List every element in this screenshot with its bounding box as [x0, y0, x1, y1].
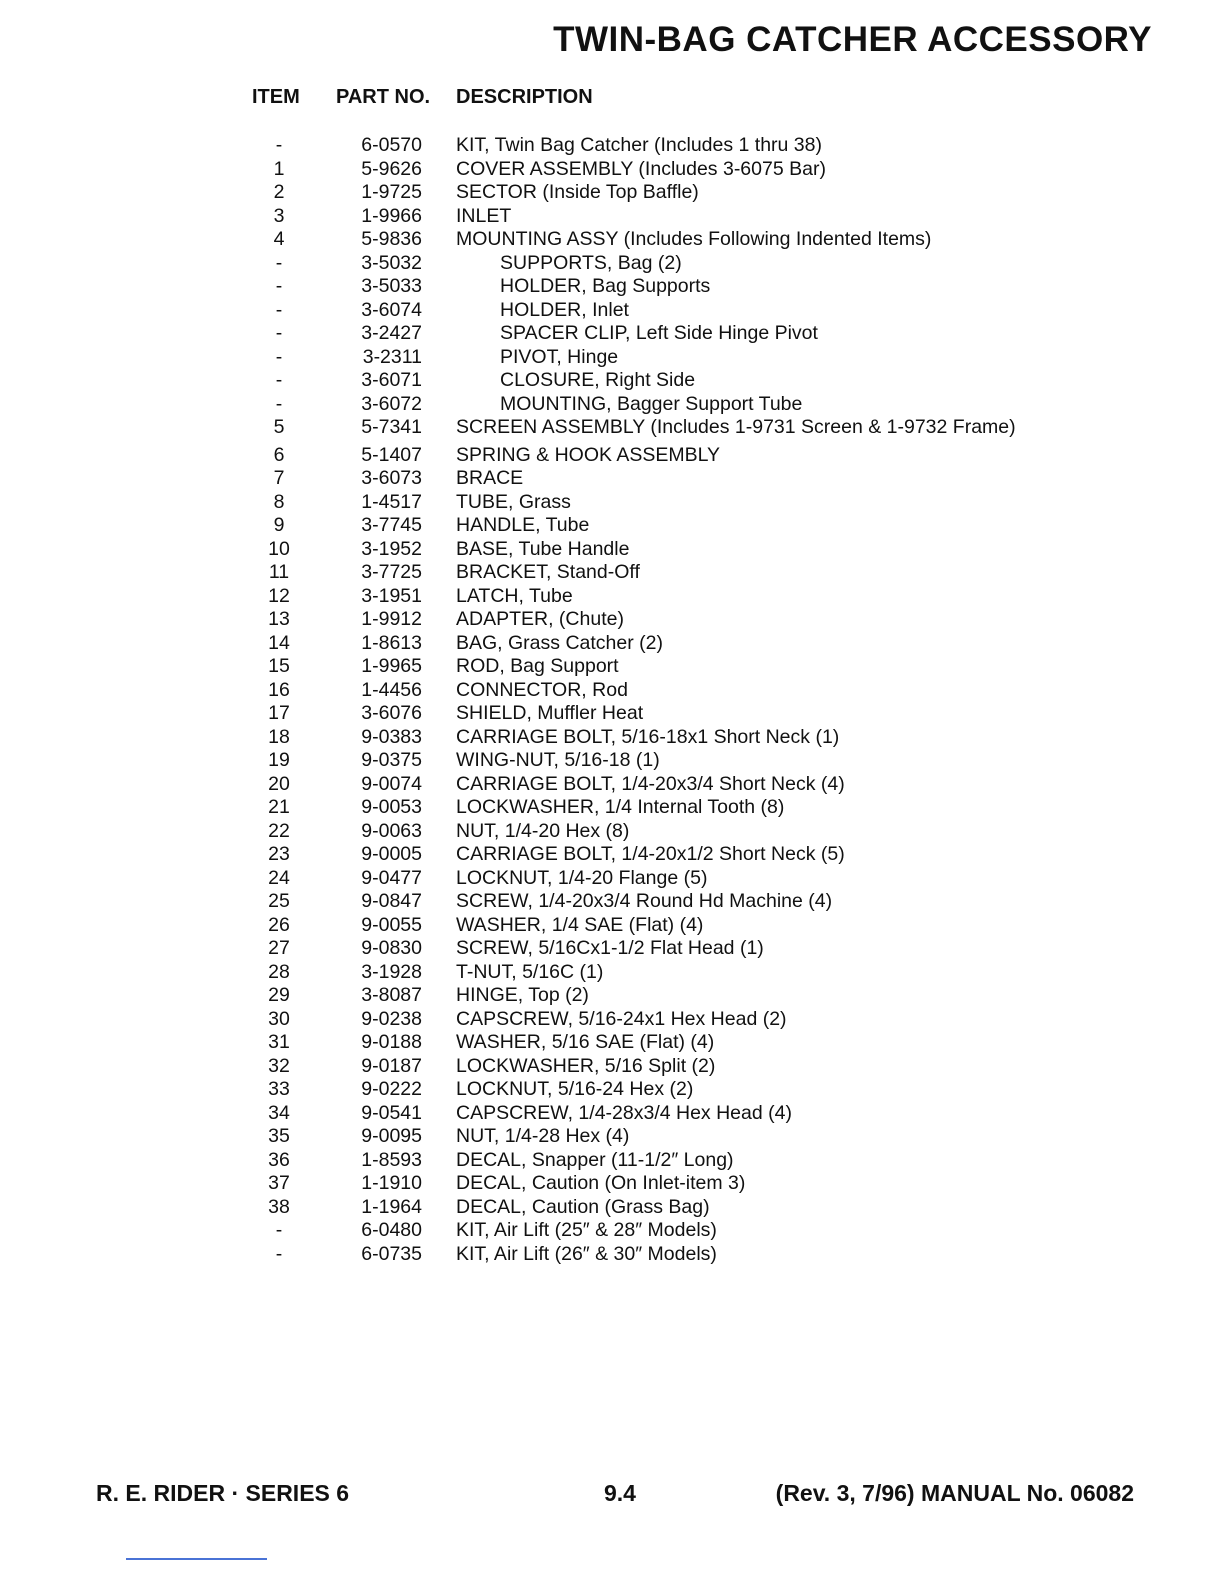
part-number: 6-0480	[361, 1219, 422, 1241]
item-number: 31	[268, 1031, 290, 1053]
part-number: 5-9626	[361, 157, 422, 180]
part-number: 3-2427	[361, 322, 422, 344]
part-description: BRACKET, Stand-Off	[456, 561, 640, 583]
table-row	[0, 773, 1224, 797]
part-description: ADAPTER, (Chute)	[456, 608, 624, 630]
item-number: -	[275, 1219, 283, 1241]
item-number: 1	[273, 157, 285, 180]
table-row	[0, 158, 1224, 182]
table-row	[0, 491, 1224, 515]
part-number: 9-0063	[361, 819, 422, 842]
table-row	[0, 608, 1224, 632]
table-row	[0, 416, 1224, 440]
column-header-part-no: PART NO.	[336, 86, 431, 108]
part-description: DECAL, Snapper (11-1/2″ Long)	[456, 1148, 734, 1171]
part-description: COVER ASSEMBLY (Includes 3-6075 Bar)	[456, 157, 826, 180]
part-description: DECAL, Caution (On Inlet-item 3)	[456, 1172, 746, 1194]
item-number: 20	[268, 772, 290, 795]
item-number: 11	[268, 561, 290, 583]
part-number: 3-5032	[361, 251, 422, 274]
item-number: 19	[268, 749, 290, 771]
part-description: INLET	[456, 204, 512, 227]
item-number: -	[275, 251, 283, 274]
item-number: 23	[268, 843, 290, 865]
part-description: LOCKWASHER, 5/16 Split (2)	[456, 1054, 716, 1077]
part-description: WASHER, 5/16 SAE (Flat) (4)	[456, 1031, 715, 1053]
part-description: CAPSCREW, 1/4-28x3/4 Hex Head (4)	[456, 1101, 792, 1124]
footer-manual-number: (Rev. 3, 7/96) MANUAL No. 06082	[775, 1480, 1134, 1506]
part-description: LOCKWASHER, 1/4 Internal Tooth (8)	[456, 796, 785, 818]
item-number: 8	[273, 490, 285, 513]
item-number: 7	[273, 467, 285, 489]
item-number: 30	[268, 1007, 290, 1030]
table-row	[0, 655, 1224, 679]
item-number: 18	[268, 725, 290, 748]
part-number: 9-0383	[361, 725, 422, 748]
part-description: BASE, Tube Handle	[456, 537, 630, 560]
page-number: 9.4	[604, 1480, 636, 1506]
part-description: SCREW, 5/16Cx1-1/2 Flat Head (1)	[456, 937, 764, 959]
item-number: 12	[268, 584, 290, 607]
part-description: CAPSCREW, 5/16-24x1 Hex Head (2)	[456, 1007, 787, 1030]
table-row	[0, 275, 1224, 299]
part-number: 3-1928	[361, 960, 422, 983]
table-row	[0, 726, 1224, 750]
table-row	[0, 1219, 1224, 1243]
part-description: PIVOT, Hinge	[500, 345, 619, 368]
part-description: SCREEN ASSEMBLY (Includes 1-9731 Screen & 1-9732 Frame)	[456, 416, 1016, 438]
item-number: 13	[268, 608, 290, 630]
item-number: 5	[273, 416, 285, 438]
table-row	[0, 467, 1224, 491]
page-title: TWIN-BAG CATCHER ACCESSORY	[553, 20, 1152, 59]
item-number: 26	[268, 913, 290, 936]
part-description: KIT, Air Lift (26″ & 30″ Models)	[456, 1242, 717, 1265]
part-number: 9-0222	[361, 1078, 422, 1100]
table-row	[0, 1125, 1224, 1149]
part-number: 1-9966	[361, 204, 422, 227]
part-number: 3-6072	[361, 392, 422, 415]
part-description: HANDLE, Tube	[456, 514, 590, 536]
table-row	[0, 1008, 1224, 1032]
part-description: CARRIAGE BOLT, 1/4-20x3/4 Short Neck (4)	[456, 772, 845, 795]
item-number: 6	[273, 443, 285, 466]
item-number: 34	[268, 1101, 290, 1124]
part-number: 9-0238	[361, 1007, 422, 1030]
part-number: 9-0187	[361, 1054, 422, 1077]
part-description: BAG, Grass Catcher (2)	[456, 631, 663, 654]
part-number: 9-0095	[361, 1125, 422, 1147]
part-description: NUT, 1/4-20 Hex (8)	[456, 819, 630, 842]
item-number: 29	[268, 984, 290, 1006]
part-description: KIT, Air Lift (25″ & 28″ Models)	[456, 1219, 717, 1241]
part-number: 1-8613	[361, 631, 422, 654]
item-number: -	[275, 392, 283, 415]
table-row	[0, 867, 1224, 891]
part-number: 9-0055	[361, 913, 422, 936]
column-header-description: DESCRIPTION	[456, 86, 593, 108]
item-number: -	[275, 134, 283, 156]
part-number: 1-1964	[361, 1195, 422, 1218]
table-row	[0, 984, 1224, 1008]
part-number: 3-8087	[361, 984, 422, 1006]
table-row	[0, 820, 1224, 844]
part-number: 3-1952	[361, 537, 422, 560]
part-number: 9-0005	[361, 843, 422, 865]
part-number: 5-7341	[361, 416, 422, 438]
item-number: -	[275, 322, 283, 344]
item-number: 2	[273, 181, 285, 203]
part-number: 3-1951	[361, 584, 422, 607]
part-description: TUBE, Grass	[456, 490, 571, 513]
part-description: LOCKNUT, 1/4-20 Flange (5)	[456, 866, 708, 889]
table-row	[0, 632, 1224, 656]
item-number: 27	[268, 937, 290, 959]
item-number: -	[275, 1242, 283, 1265]
table-row	[0, 914, 1224, 938]
part-number: 9-0541	[361, 1101, 422, 1124]
item-number: 16	[268, 678, 290, 701]
table-row	[0, 961, 1224, 985]
table-row	[0, 1078, 1224, 1102]
table-row	[0, 796, 1224, 820]
part-number: 1-8593	[361, 1148, 422, 1171]
part-description: LOCKNUT, 5/16-24 Hex (2)	[456, 1078, 694, 1100]
table-row	[0, 205, 1224, 229]
part-number: 9-0074	[361, 772, 422, 795]
table-row	[0, 585, 1224, 609]
part-number: 9-0847	[361, 890, 422, 912]
part-description: ROD, Bag Support	[456, 655, 619, 677]
item-number: -	[275, 369, 283, 391]
part-description: CARRIAGE BOLT, 5/16-18x1 Short Neck (1)	[456, 725, 840, 748]
part-number: 5-9836	[361, 228, 422, 250]
part-number: 1-4517	[361, 490, 422, 513]
item-number: 33	[268, 1078, 290, 1100]
item-number: 15	[268, 655, 290, 677]
part-description: SPRING & HOOK ASSEMBLY	[456, 443, 721, 466]
item-number: -	[275, 345, 283, 368]
item-number: 14	[268, 631, 290, 654]
part-number: 3-6074	[361, 298, 422, 321]
item-number: 25	[268, 890, 290, 912]
table-row	[0, 134, 1224, 158]
item-number: 38	[268, 1195, 290, 1218]
part-number: 1-9725	[361, 181, 422, 203]
part-description: WING-NUT, 5/16-18 (1)	[456, 749, 660, 771]
item-number: 22	[268, 819, 290, 842]
table-row	[0, 1149, 1224, 1173]
part-description: SPACER CLIP, Left Side Hinge Pivot	[500, 322, 818, 344]
item-number: -	[275, 275, 283, 297]
table-row	[0, 561, 1224, 585]
part-description: LATCH, Tube	[456, 584, 573, 607]
part-number: 1-9912	[361, 608, 422, 630]
table-row	[0, 228, 1224, 252]
part-number: 3-7745	[361, 514, 422, 536]
part-number: 3-2311	[362, 345, 422, 368]
part-description: HOLDER, Inlet	[500, 298, 629, 321]
table-row	[0, 322, 1224, 346]
table-row	[0, 369, 1224, 393]
part-description: KIT, Twin Bag Catcher (Includes 1 thru 38)	[456, 134, 822, 156]
item-number: 35	[268, 1125, 290, 1147]
divider-line	[126, 1558, 267, 1560]
part-description: HINGE, Top (2)	[456, 984, 589, 1006]
part-description: BRACE	[456, 467, 524, 489]
table-row	[0, 749, 1224, 773]
item-number: 21	[268, 796, 290, 818]
item-number: 4	[273, 228, 285, 250]
part-description: SHIELD, Muffler Heat	[456, 702, 644, 724]
table-row	[0, 1172, 1224, 1196]
part-number: 5-1407	[361, 443, 422, 466]
part-number: 1-1910	[361, 1172, 422, 1194]
part-description: WASHER, 1/4 SAE (Flat) (4)	[456, 913, 704, 936]
part-number: 3-6073	[361, 467, 422, 489]
item-number: 17	[268, 702, 290, 724]
part-number: 6-0570	[361, 134, 422, 156]
part-number: 3-6071	[361, 369, 422, 391]
part-description: CONNECTOR, Rod	[456, 678, 628, 701]
part-number: 1-4456	[361, 678, 422, 701]
table-row	[0, 702, 1224, 726]
table-row	[0, 1196, 1224, 1220]
table-row	[0, 1055, 1224, 1079]
part-number: 9-0188	[361, 1031, 422, 1053]
part-description: NUT, 1/4-28 Hex (4)	[456, 1125, 630, 1147]
table-row	[0, 514, 1224, 538]
part-description: CARRIAGE BOLT, 1/4-20x1/2 Short Neck (5)	[456, 843, 845, 865]
part-description: SUPPORTS, Bag (2)	[500, 251, 682, 274]
table-row	[0, 1102, 1224, 1126]
parts-list	[0, 134, 1224, 1266]
part-description: HOLDER, Bag Supports	[500, 275, 711, 297]
table-row	[0, 393, 1224, 417]
table-row	[0, 890, 1224, 914]
part-description: MOUNTING, Bagger Support Tube	[500, 392, 803, 415]
part-description: DECAL, Caution (Grass Bag)	[456, 1195, 710, 1218]
part-number: 1-9965	[361, 655, 422, 677]
table-row	[0, 679, 1224, 703]
table-row	[0, 252, 1224, 276]
item-number: 24	[268, 866, 290, 889]
table-row	[0, 843, 1224, 867]
part-number: 6-0735	[361, 1242, 422, 1265]
part-description: SCREW, 1/4-20x3/4 Round Hd Machine (4)	[456, 890, 833, 912]
item-number: 3	[273, 204, 285, 227]
part-description: SECTOR (Inside Top Baffle)	[456, 181, 699, 203]
part-number: 3-5033	[361, 275, 422, 297]
table-row	[0, 1031, 1224, 1055]
column-header-item: ITEM	[252, 86, 300, 108]
part-description: MOUNTING ASSY (Includes Following Indented Items)	[456, 228, 932, 250]
part-number: 9-0375	[361, 749, 422, 771]
table-row	[0, 346, 1224, 370]
item-number: 36	[268, 1148, 290, 1171]
table-row	[0, 181, 1224, 205]
item-number: 32	[268, 1054, 290, 1077]
table-row	[0, 538, 1224, 562]
table-row	[0, 937, 1224, 961]
item-number: 9	[273, 514, 285, 536]
item-number: 28	[268, 960, 290, 983]
part-number: 3-6076	[361, 702, 422, 724]
table-row	[0, 299, 1224, 323]
table-row	[0, 1243, 1224, 1267]
footer-model: R. E. RIDER · SERIES 6	[96, 1480, 350, 1506]
part-number: 3-7725	[361, 561, 422, 583]
table-row	[0, 444, 1224, 468]
item-number: 10	[268, 537, 290, 560]
part-number: 9-0053	[361, 796, 422, 818]
item-number: 37	[268, 1172, 290, 1194]
part-number: 9-0477	[361, 866, 422, 889]
part-description: CLOSURE, Right Side	[500, 369, 696, 391]
item-number: -	[275, 298, 283, 321]
part-description: T-NUT, 5/16C (1)	[456, 960, 604, 983]
part-number: 9-0830	[361, 937, 422, 959]
